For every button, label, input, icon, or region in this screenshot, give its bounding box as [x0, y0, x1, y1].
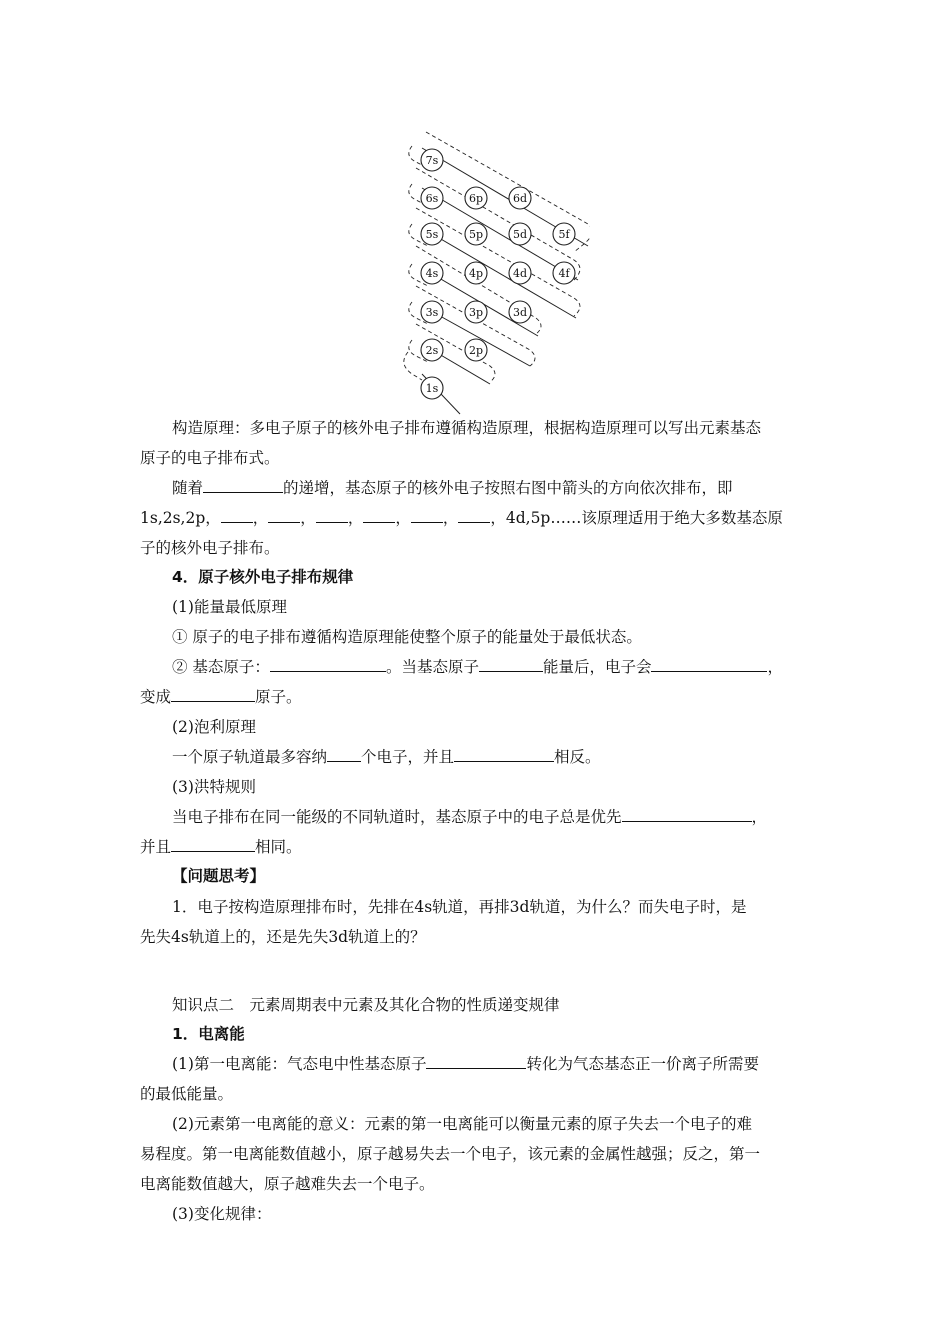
blank-field[interactable] — [458, 508, 490, 523]
blank-field[interactable] — [622, 807, 752, 822]
sequence-para-line3: 子的核外电子排布。 — [140, 539, 280, 557]
aufbau-para-line2: 原子的电子排布式。 — [140, 449, 280, 467]
orbital-4f — [553, 262, 575, 284]
rule-1: ① 原子的电子排布遵循构造原理能使整个原子的能量处于最低状态。 — [172, 628, 642, 646]
orbital-label: 5d — [512, 228, 528, 241]
ionization-meaning-line2: 易程度。第一电离能数值越小，原子越易失去一个电子，该元素的金属性越强；反之，第一 — [140, 1145, 761, 1163]
think-question-line1: 1．电子按构造原理排布时，先排在4s轨道，再排3d轨道，为什么？而失电子时，是 — [172, 898, 747, 916]
hund-rule-line2: 并且 相同。 — [140, 838, 302, 856]
ionization-def-line1: (1)第一电离能：气态电中性基态原子 转化为气态基态正一价离子所需要 — [172, 1055, 759, 1073]
blank-field[interactable] — [479, 657, 543, 672]
aufbau-diagram — [398, 128, 590, 418]
orbital-5d — [509, 223, 531, 245]
sequence-para-line2: 1s,2s,2p， ， ， ， ， ， ，4d,5p……该原理适用于绝大多数基态原 — [140, 509, 783, 527]
heading-ionization: 1．电离能 — [172, 1025, 245, 1043]
sequence-para-line1: 随着 的递增，基态原子的核外电子按照右图中箭头的方向依次排布，即 — [172, 479, 733, 497]
orbital-label: 2s — [425, 344, 439, 357]
ionization-trend-heading: (3)变化规律： — [172, 1205, 272, 1223]
heading-pauli: (2)泡利原理 — [172, 718, 256, 736]
orbital-label: 5s — [425, 228, 439, 241]
orbital-label: 5p — [468, 228, 484, 241]
heading-electron-rules: 4．原子核外电子排布规律 — [172, 568, 354, 586]
blank-field[interactable] — [171, 687, 255, 702]
blank-field[interactable] — [203, 478, 283, 493]
ionization-meaning-line1: (2)元素第一电离能的意义：元素的第一电离能可以衡量元素的原子失去一个电子的难 — [172, 1115, 752, 1133]
blank-field[interactable] — [268, 508, 300, 523]
think-question-line2: 先失4s轨道上的，还是先失3d轨道上的？ — [140, 928, 426, 946]
blank-field[interactable] — [327, 747, 361, 762]
orbital-label: 4d — [512, 267, 528, 280]
orbital-5p — [465, 223, 487, 245]
blank-field[interactable] — [316, 508, 348, 523]
blank-field[interactable] — [270, 657, 386, 672]
orbital-2s — [421, 339, 443, 361]
think-title: 【问题思考】 — [172, 867, 266, 885]
ionization-def-line2: 的最低能量。 — [140, 1085, 234, 1103]
orbital-label: 6s — [425, 192, 439, 205]
orbital-1s — [421, 377, 443, 399]
orbital-4d — [509, 262, 531, 284]
orbital-label: 3s — [425, 306, 439, 319]
section2-title: 知识点二 元素周期表中元素及其化合物的性质递变规律 — [172, 996, 560, 1014]
orbital-3p — [465, 301, 487, 323]
orbital-circles — [421, 149, 575, 399]
orbital-6p — [465, 187, 487, 209]
blank-field[interactable] — [411, 508, 443, 523]
orbital-label: 4p — [468, 267, 484, 280]
orbital-label: 7s — [425, 154, 439, 167]
orbital-6d — [509, 187, 531, 209]
hund-rule-line1: 当电子排布在同一能级的不同轨道时，基态原子中的电子总是优先 ， — [172, 808, 768, 826]
pauli-rule: 一个原子轨道最多容纳 个电子，并且 相反。 — [172, 748, 601, 766]
blank-field[interactable] — [363, 508, 395, 523]
orbital-label: 5f — [558, 228, 570, 241]
orbital-label: 6d — [512, 192, 528, 205]
heading-lowest-energy: (1)能量最低原理 — [172, 598, 287, 616]
orbital-label: 2p — [468, 344, 484, 357]
orbital-7s — [421, 149, 443, 171]
blank-field[interactable] — [426, 1054, 526, 1069]
orbital-label: 3p — [468, 306, 484, 319]
orbital-4p — [465, 262, 487, 284]
blank-field[interactable] — [651, 657, 767, 672]
blank-field[interactable] — [221, 508, 253, 523]
rule-2-cont: 变成 原子。 — [140, 688, 302, 706]
blank-field[interactable] — [171, 837, 255, 852]
ionization-meaning-line3: 电离能数值越大，原子越难失去一个电子。 — [140, 1175, 435, 1193]
orbital-5s — [421, 223, 443, 245]
blank-field[interactable] — [454, 747, 554, 762]
orbital-2p — [465, 339, 487, 361]
orbital-5f — [553, 223, 575, 245]
aufbau-para-line1: 构造原理：多电子原子的核外电子排布遵循构造原理，根据构造原理可以写出元素基态 — [172, 419, 762, 437]
orbital-label: 4f — [558, 267, 570, 280]
heading-hund: (3)洪特规则 — [172, 778, 256, 796]
orbital-6s — [421, 187, 443, 209]
orbital-label: 6p — [468, 192, 484, 205]
orbital-label: 3d — [512, 306, 528, 319]
rule-2: ② 基态原子： 。当基态原子 能量后，电子会 ， — [172, 658, 783, 676]
orbital-3s — [421, 301, 443, 323]
orbital-label: 1s — [425, 382, 439, 395]
orbital-label: 4s — [425, 267, 439, 280]
orbital-4s — [421, 262, 443, 284]
orbital-3d — [509, 301, 531, 323]
